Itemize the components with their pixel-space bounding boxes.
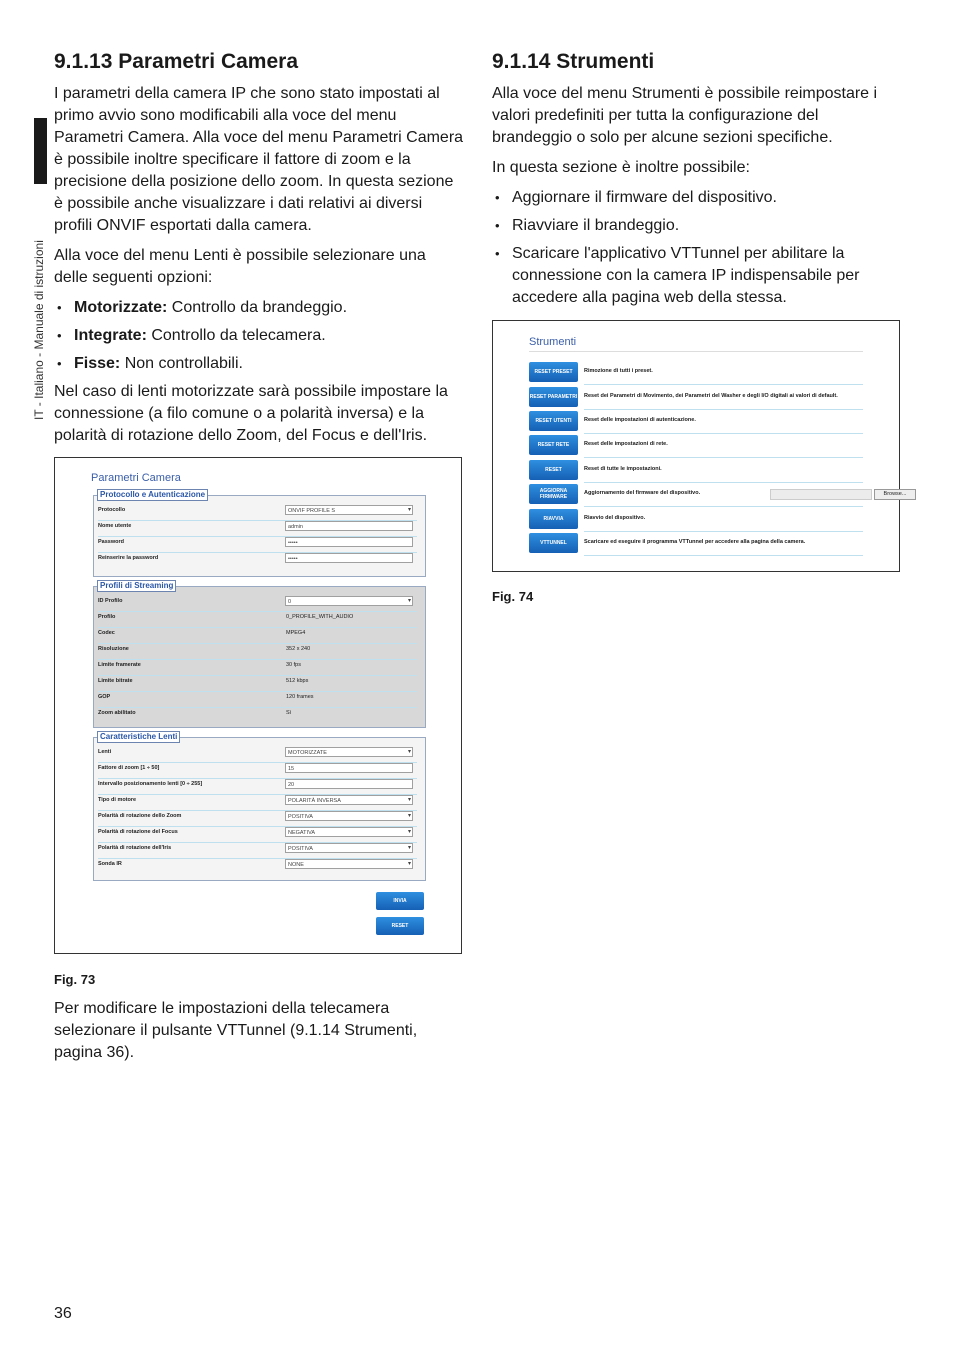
table-row: Intervallo posizionamento lenti [0 ÷ 255] 20 (98, 778, 417, 795)
zoom-factor-input[interactable]: 15 (285, 763, 413, 773)
iris-polarity-select[interactable]: POSITIVA ▾ (285, 843, 413, 853)
tool-row: RIAVVIA Riavvio del dispositivo. (529, 509, 863, 533)
reset-parameters-button[interactable]: RESET PARAMETRI (529, 387, 578, 407)
table-row: Polarità di rotazione del Focus NEGATIVA ▾ (98, 826, 417, 843)
list-item: • Integrate: Controllo da telecamera. (54, 325, 464, 347)
list-item: • Motorizzate: Controllo da brandeggio. (54, 297, 464, 319)
paragraph: Nel caso di lenti motorizzate sarà possibile impostare la connessione (a filo comune o a polarità inversa) e la polarità di rotazione dello Zoom, del Focus e dell'Iris. (54, 383, 448, 444)
group-lenti (93, 732, 426, 881)
motor-type-select[interactable]: POLARITÀ INVERSA ▾ (285, 795, 413, 805)
table-row: ID Profilo 0 ▾ (98, 595, 417, 612)
figure-caption: Fig. 73 (54, 972, 96, 987)
paragraph: Alla voce del menu Strumenti è possibile reimpostare i valori predefiniti per tutta la configurazione del brandeggio o solo per alcune sezioni specifiche. (492, 85, 878, 146)
vttunnel-button[interactable]: VTTUNNEL (529, 533, 578, 553)
group-legend: Protocollo e Autenticazione (97, 489, 208, 501)
lens-select[interactable]: MOTORIZZATE ▾ (285, 747, 413, 757)
table-row: GOP 120 frames (98, 691, 417, 708)
username-input[interactable]: admin (285, 521, 413, 531)
reset-button[interactable]: RESET (376, 917, 424, 935)
tool-row: RESET PRESET Rimozione di tutti i preset. (529, 362, 863, 386)
group-streaming (93, 581, 426, 728)
page-number: 36 (54, 1305, 72, 1322)
table-row: Fattore di zoom [1 ÷ 50] 15 (98, 762, 417, 779)
tool-row: RESET UTENTI Reset delle impostazioni di autenticazione. (529, 411, 863, 435)
lens-interval-input[interactable]: 20 (285, 779, 413, 789)
paragraph: Alla voce del menu Lenti è possibile selezionare una delle seguenti opzioni: (54, 247, 426, 286)
firmware-file-input[interactable] (770, 489, 872, 500)
panel-title: Strumenti (529, 336, 577, 348)
table-row: Tipo di motore POLARITÀ INVERSA ▾ (98, 794, 417, 811)
zoom-polarity-select[interactable]: POSITIVA ▾ (285, 811, 413, 821)
list-item: • Aggiornare il firmware del dispositivo. (492, 187, 902, 209)
table-row: Protocollo ONVIF PROFILE S ▾ (98, 504, 417, 521)
paragraph: I parametri della camera IP che sono stato impostati al primo avvio sono modificabili alla voce del menu Parametri Camera. Alla voce del menu Parametri Camera è possibile inoltre specificare il fattore di zoom e la precisione della posizione dello zoom. In questa sezione è possibile anche visualizzare i dati relativi ai diversi profili ONVIF esportati dalla camera. (54, 85, 464, 234)
browse-button[interactable]: Browse... (874, 489, 916, 500)
list-item: • Scaricare l'applicativo VTTunnel per abilitare la connessione con la camera IP indispensabile per accedere alla pagina web della stessa. (492, 243, 902, 309)
table-row: Lenti MOTORIZZATE ▾ (98, 746, 417, 763)
table-row: Reinserire la password ••••• (98, 552, 417, 568)
reset-network-button[interactable]: RESET RETE (529, 435, 578, 455)
table-row: Polarità di rotazione dello Zoom POSITIVA ▾ (98, 810, 417, 827)
password-input[interactable]: ••••• (285, 537, 413, 547)
tool-row: VTTUNNEL Scaricare ed eseguire il programma VTTunnel per accedere alla pagina della camera. (529, 533, 863, 557)
tool-row: RESET RETE Reset delle impostazioni di rete. (529, 435, 863, 459)
tool-row: RESET Reset di tutte le impostazioni. (529, 460, 863, 484)
list-item: • Riavviare il brandeggio. (492, 215, 902, 237)
panel-title: Parametri Camera (91, 472, 181, 484)
tool-row: RESET PARAMETRI Reset dei Parametri di Movimento, dei Parametri del Washer e degli I/O digitali ai valori di default. (529, 387, 863, 411)
tools-list (492, 187, 902, 309)
group-protocollo (93, 490, 426, 577)
reset-users-button[interactable]: RESET UTENTI (529, 411, 578, 431)
update-firmware-button[interactable]: AGGIORNA FIRMWARE (529, 484, 578, 504)
paragraph: Per modificare le impostazioni della telecamera selezionare il pulsante VTTunnel (9.1.14 Strumenti, pagina 36). (54, 1000, 418, 1061)
reset-preset-button[interactable]: RESET PRESET (529, 362, 578, 382)
ir-probe-select[interactable]: NONE ▾ (285, 859, 413, 869)
group-legend: Profili di Streaming (97, 580, 176, 592)
figure-parametri-camera (54, 457, 462, 954)
group-legend: Caratteristiche Lenti (97, 731, 180, 743)
table-row: Profilo 0_PROFILE_WITH_AUDIO (98, 611, 417, 628)
section-heading-strumenti: 9.1.14 Strumenti (492, 50, 655, 73)
figure-strumenti (492, 320, 907, 572)
lens-options-list (54, 297, 464, 375)
reboot-button[interactable]: RIAVVIA (529, 509, 578, 529)
send-button[interactable]: INVIA (376, 892, 424, 910)
password-confirm-input[interactable]: ••••• (285, 553, 413, 563)
paragraph: In questa sezione è inoltre possibile: (492, 159, 750, 176)
table-row: Password ••••• (98, 536, 417, 553)
left-column (54, 50, 464, 455)
figure-caption: Fig. 74 (492, 589, 534, 604)
section-heading-parametri-camera: 9.1.13 Parametri Camera (54, 50, 298, 73)
profile-id-select[interactable]: 0 ▾ (285, 596, 413, 606)
table-row: Zoom abilitato Sì (98, 710, 292, 716)
table-row: Codec MPEG4 (98, 627, 417, 644)
reset-all-button[interactable]: RESET (529, 460, 578, 480)
right-column (492, 50, 902, 315)
tool-row: AGGIORNA FIRMWARE Aggiornamento del firmware del dispositivo. Browse... (529, 484, 863, 508)
table-row: Polarità di rotazione dell'Iris POSITIVA ▾ (98, 842, 417, 859)
focus-polarity-select[interactable]: NEGATIVA ▾ (285, 827, 413, 837)
table-row: Limite bitrate 512 kbps (98, 675, 417, 692)
table-row: Risoluzione 352 x 240 (98, 643, 417, 660)
sidebar-label: IT - Italiano - Manuale di istruzioni (32, 240, 46, 420)
sidebar-marker (34, 118, 47, 184)
list-item: • Fisse: Non controllabili. (54, 353, 464, 375)
table-row: Sonda IR NONE ▾ (98, 858, 417, 874)
table-row: Nome utente admin (98, 520, 417, 537)
table-row: Limite framerate 30 fps (98, 659, 417, 676)
protocol-select[interactable]: ONVIF PROFILE S ▾ (285, 505, 413, 515)
